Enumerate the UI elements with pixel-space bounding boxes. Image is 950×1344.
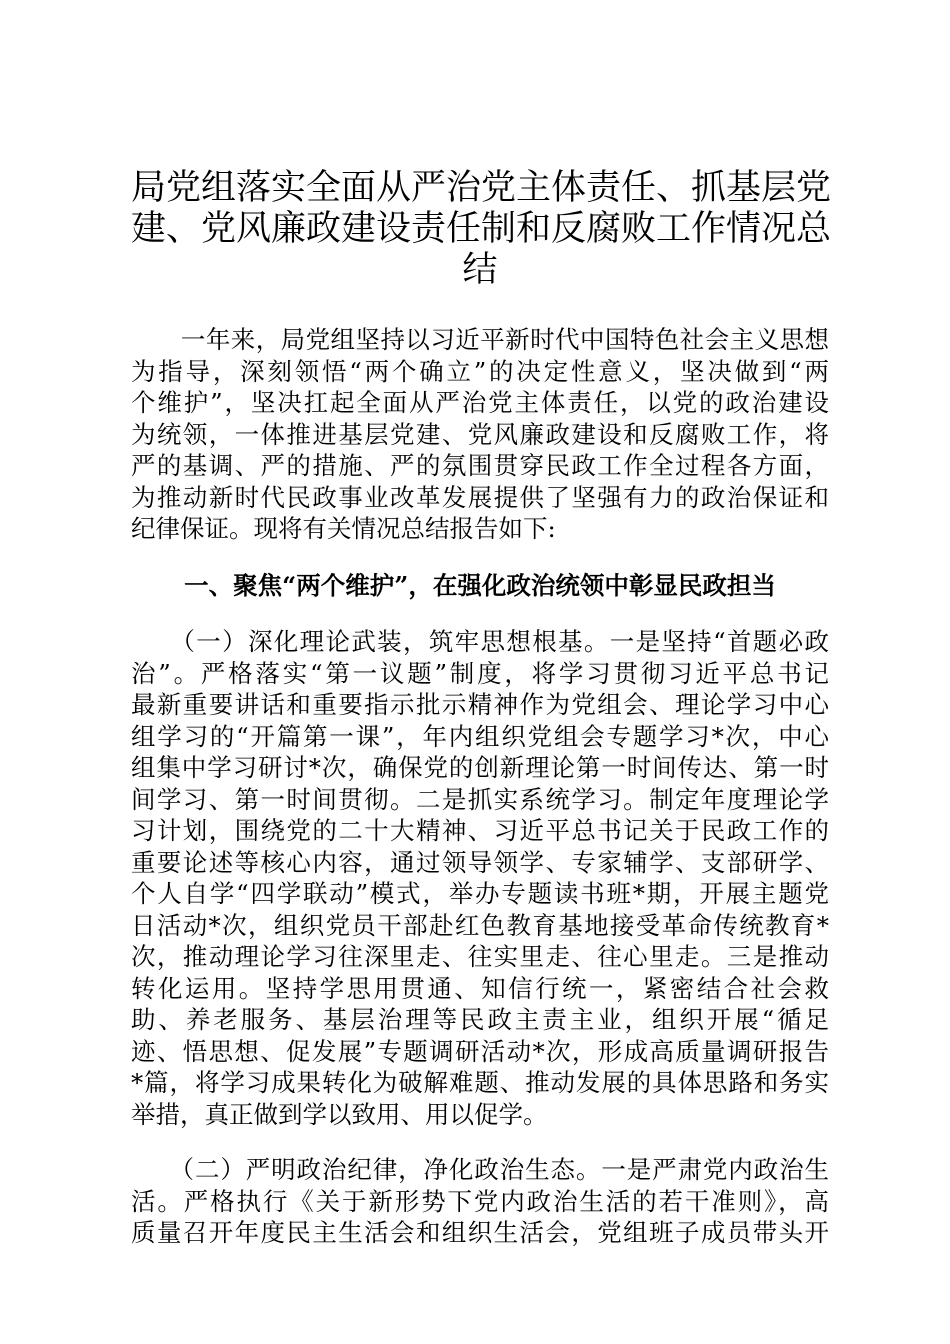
text-line: （一）深化理论武装，筑牢思想根基。一是坚持“首题必政 <box>131 627 829 656</box>
text-line: 活。严格执行《关于新形势下党内政治生活的若干准则》，高 <box>131 1186 829 1216</box>
text-line: 一年来，局党组坚持以习近平新时代中国特色社会主义思想 <box>131 325 829 354</box>
text-line: 个维护”，坚决扛起全面从严治党主体责任，以党的政治建设 <box>131 388 829 417</box>
text-line: 组学习的“开篇第一课”，年内组织党组会专题学习*次，中心 <box>131 721 829 751</box>
document-title <box>131 168 832 291</box>
text-line: 转化运用。坚持学思用贯通、知信行统一，紧密结合社会救 <box>131 973 829 1003</box>
text-line: 次，推动理论学习往深里走、往实里走、往心里走。三是推动 <box>131 942 829 971</box>
text-line: *篇，将学习成果转化为破解难题、推动发展的具体思路和务实 <box>131 1068 829 1097</box>
text-line: 举措，真正做到学以致用、用以促学。 <box>131 1099 548 1129</box>
section-heading: 一、聚焦“两个维护”，在强化政治统领中彰显民政担当 <box>184 570 776 600</box>
document-page <box>131 168 832 1249</box>
text-line: 最新重要讲话和重要指示批示精神作为党组会、理论学习中心 <box>131 690 829 719</box>
title-line: 局党组落实全面从严治党主体责任、抓基层党 <box>131 168 832 208</box>
text-line: 质量召开年度民主生活会和组织生活会，党组班子成员带头开 <box>131 1218 829 1247</box>
text-line: 严的基调、严的措施、严的氛围贯穿民政工作全过程各方面， <box>131 451 829 480</box>
text-line: 个人自学“四学联动”模式，举办专题读书班*期，开展主题党 <box>131 879 829 908</box>
text-line: 组集中学习研讨*次，确保党的创新理论第一时间传达、第一时 <box>131 753 829 782</box>
text-line: 日活动*次，组织党员干部赴红色教育基地接受革命传统教育* <box>131 910 829 940</box>
text-line: 习计划，围绕党的二十大精神、习近平总书记关于民政工作的 <box>131 816 829 845</box>
section-1-paragraph <box>131 626 829 1130</box>
text-line: 重要论述等核心内容，通过领导领学、专家辅学、支部研学、 <box>131 847 829 877</box>
text-line: 迹、悟思想、促发展”专题调研活动*次，形成高质量调研报告 <box>131 1036 829 1066</box>
text-line: 为指导，深刻领悟“两个确立”的决定性意义，坚决做到“两 <box>131 356 829 386</box>
text-line: 为推动新时代民政事业改革发展提供了坚强有力的政治保证和 <box>131 482 829 512</box>
text-line: 为统领，一体推进基层党建、党风廉政建设和反腐败工作，将 <box>131 419 829 449</box>
text-line: 治”。严格落实“第一议题”制度，将学习贯彻习近平总书记 <box>131 658 829 688</box>
text-line: 助、养老服务、基层治理等民政主责主业，组织开展“循足 <box>131 1005 829 1034</box>
text-line: 纪律保证。现将有关情况总结报告如下: <box>131 514 556 543</box>
text-line: （二）严明政治纪律，净化政治生态。一是严肃党内政治生 <box>131 1155 829 1184</box>
title-line: 建、党风廉政建设责任制和反腐败工作情况总 <box>131 209 832 249</box>
section-2-paragraph <box>131 1154 829 1249</box>
text-line: 间学习、第一时间贯彻。二是抓实系统学习。制定年度理论学 <box>131 784 829 814</box>
title-line: 结 <box>462 250 498 290</box>
intro-paragraph <box>131 324 829 545</box>
